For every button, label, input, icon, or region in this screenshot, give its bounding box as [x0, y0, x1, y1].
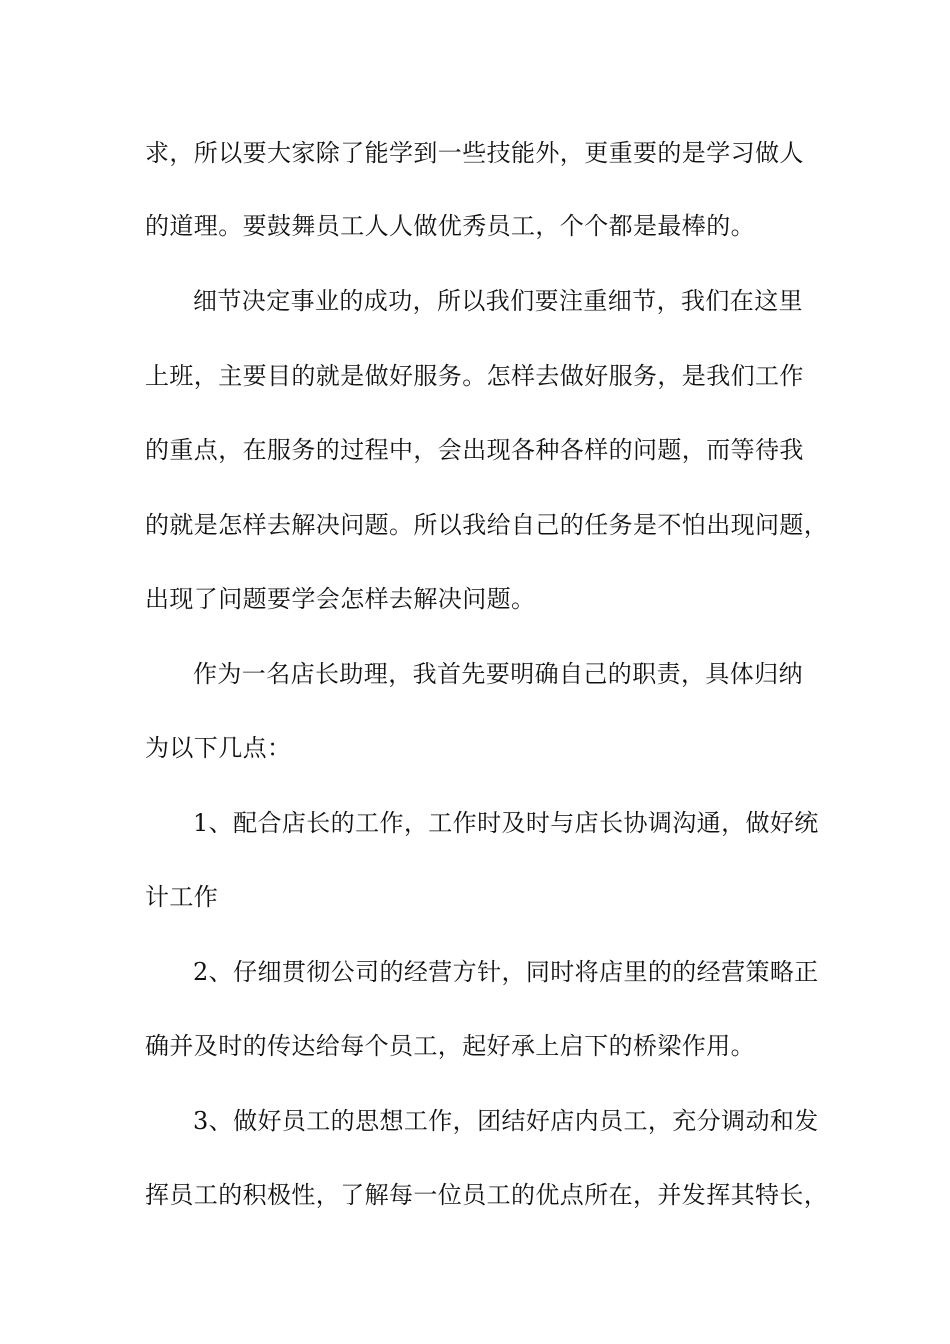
list-item-2-line: 2、仔细贯彻公司的经营方针，同时将店里的的经营策略正 — [193, 958, 819, 986]
text-line: 的就是怎样去解决问题。所以我给自己的任务是不怕出现问题， — [145, 511, 829, 539]
text-line: 计工作 — [145, 883, 219, 911]
text-line: 确并及时的传达给每个员工，起好承上启下的桥梁作用。 — [145, 1032, 755, 1060]
paragraph-first-line: 细节决定事业的成功，所以我们要注重细节，我们在这里 — [193, 287, 803, 315]
list-item-1-line: 1、配合店长的工作，工作时及时与店长协调沟通，做好统 — [193, 809, 819, 837]
text-line: 求，所以要大家除了能学到一些技能外，更重要的是学习做人 — [145, 139, 804, 167]
text-line: 上班，主要目的就是做好服务。怎样去做好服务，是我们工作 — [145, 362, 804, 390]
list-item-3-line: 3、做好员工的思想工作，团结好店内员工，充分调动和发 — [193, 1107, 819, 1135]
text-line: 为以下几点： — [145, 734, 292, 762]
text-line: 挥员工的积极性，了解每一位员工的优点所在，并发挥其特长， — [145, 1181, 829, 1209]
text-line: 的道理。要鼓舞员工人人做优秀员工，个个都是最棒的。 — [145, 212, 755, 240]
paragraph-first-line: 作为一名店长助理，我首先要明确自己的职责，具体归纳 — [193, 660, 803, 688]
text-line: 的重点，在服务的过程中，会出现各种各样的问题，而等待我 — [145, 436, 804, 464]
text-line: 出现了问题要学会怎样去解决问题。 — [145, 585, 536, 613]
